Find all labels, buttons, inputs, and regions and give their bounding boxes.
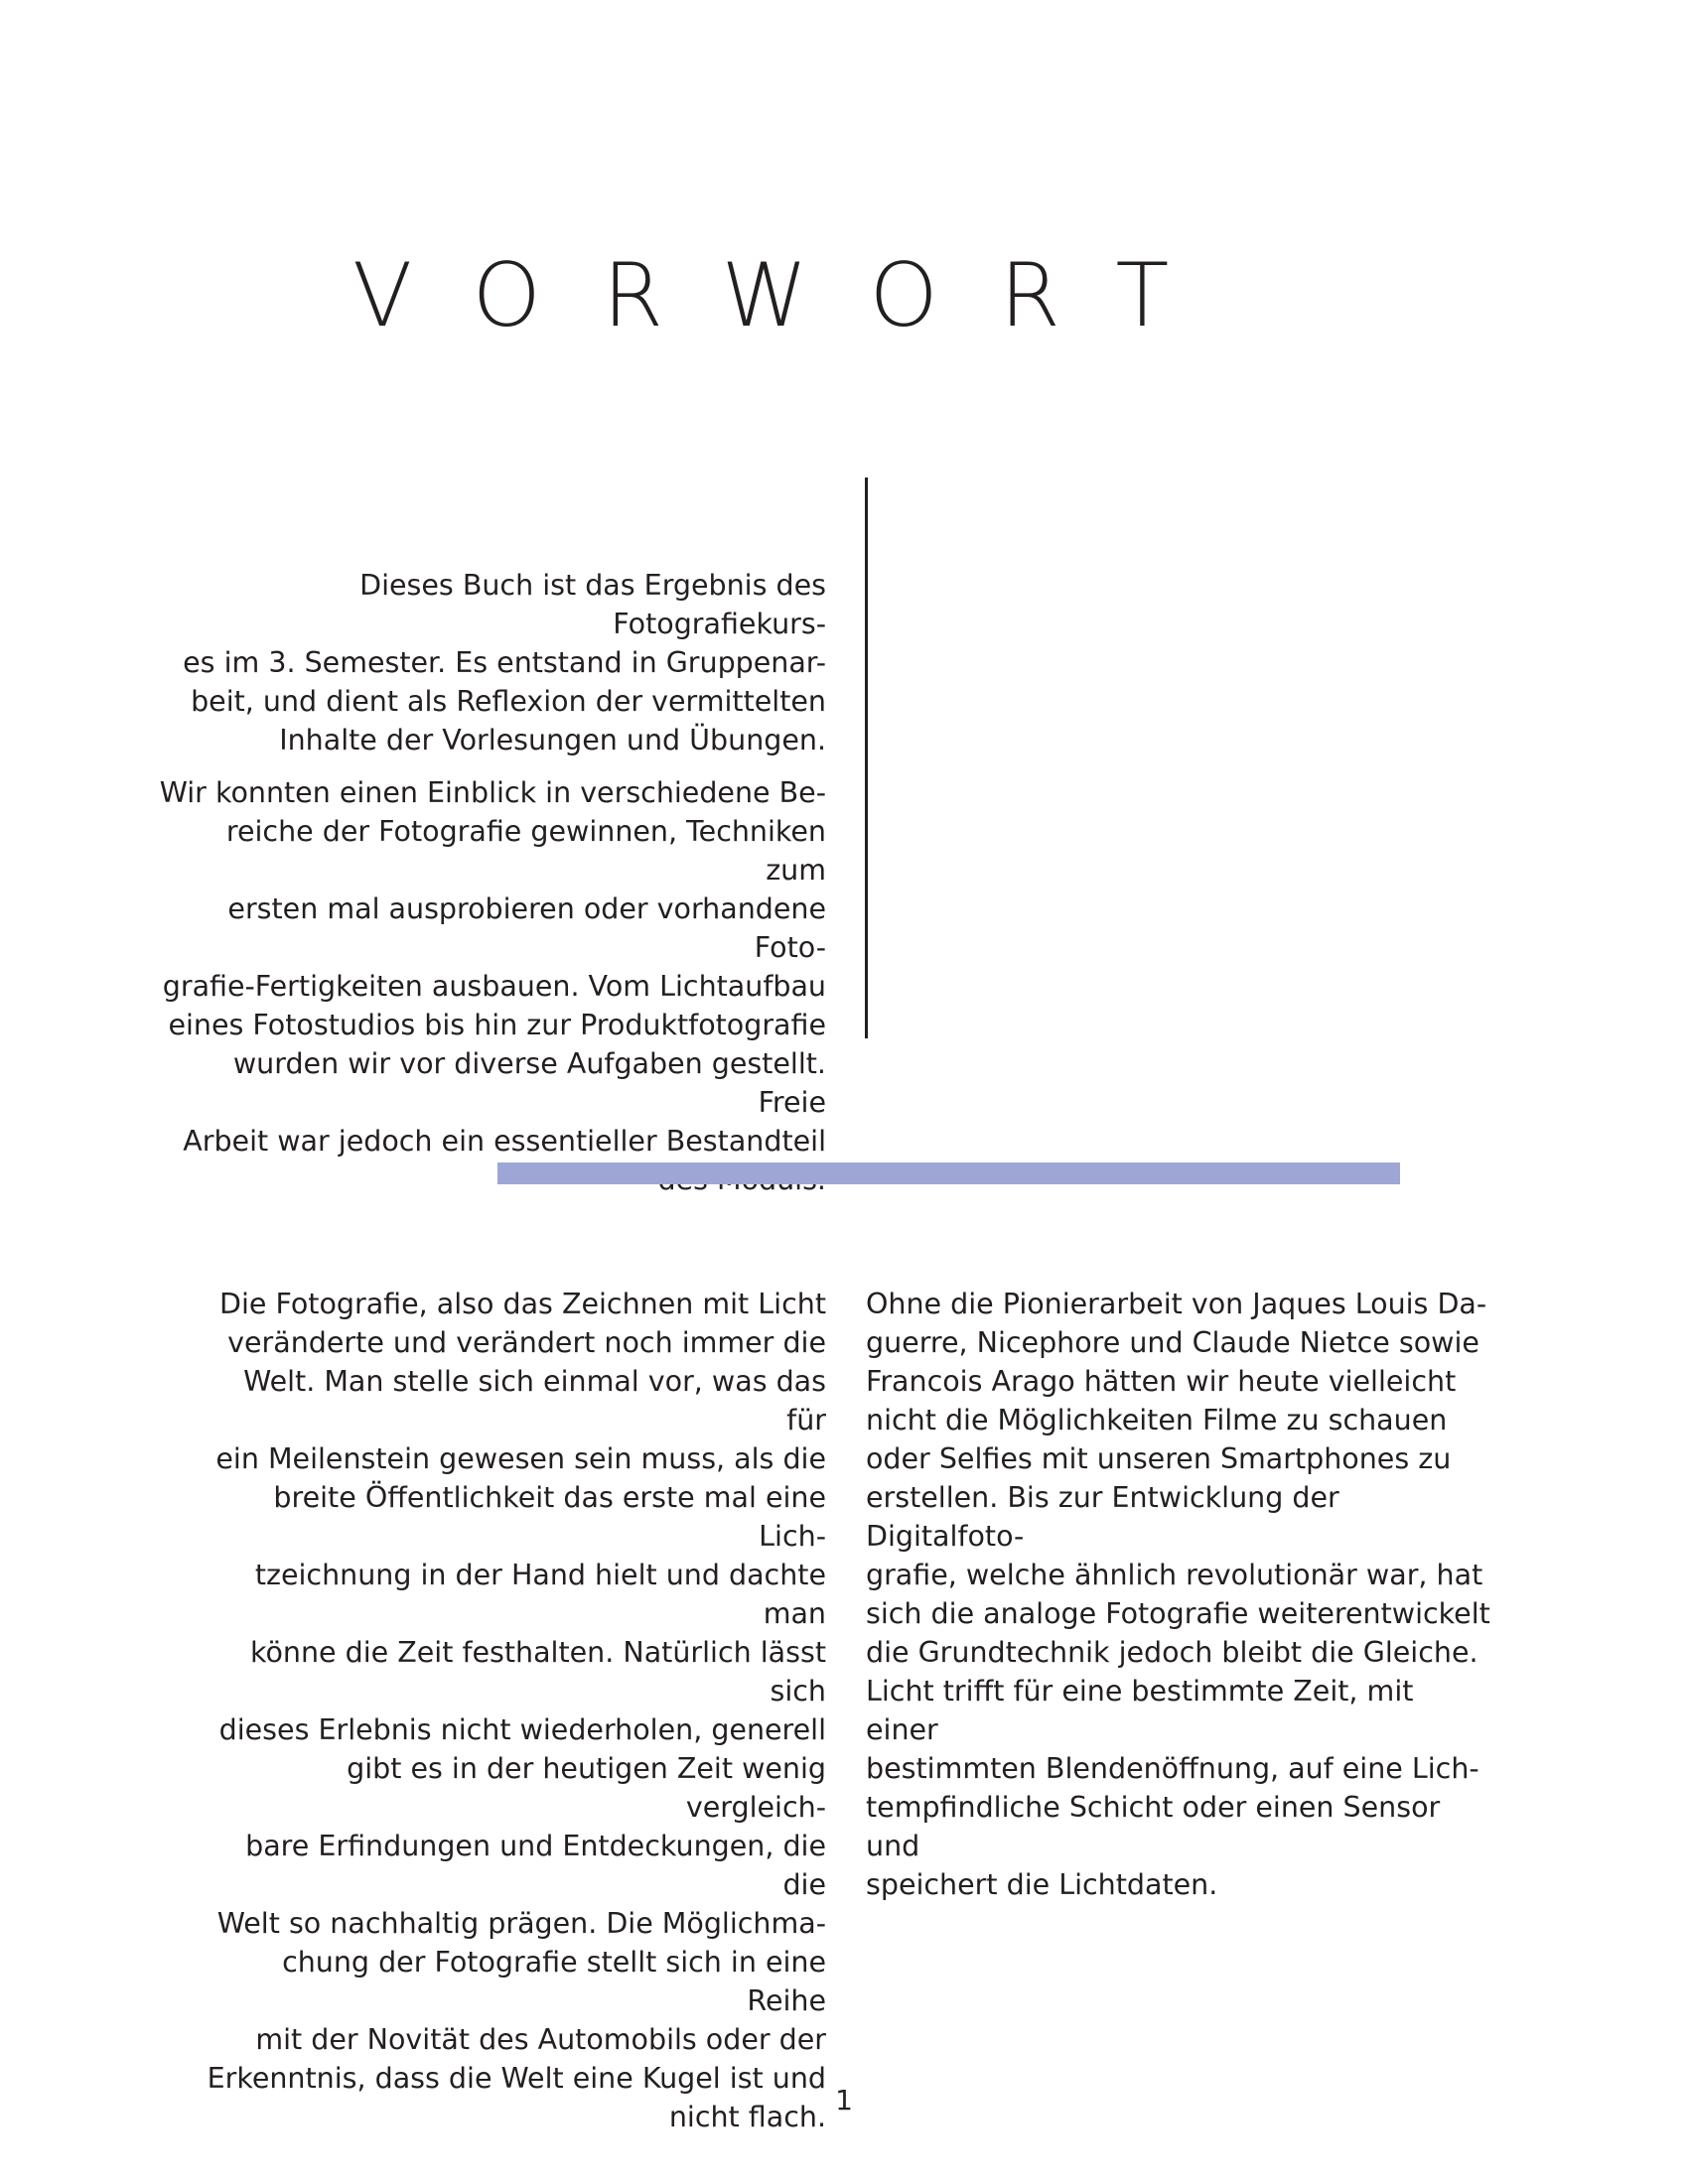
body-paragraph-right: Ohne die Pionierarbeit von Jaques Louis Da- guerre, Nicephore und Claude Nietce sowie Francois Arago hätten wir heute vielleicht nicht die Möglichkeiten Filme zu schauen oder Selfies mit unseren Smartphones zu erstellen. Bis zur Entwicklung der Digitalfoto- grafie, welche ähnlich revolutionär war, hat sich die analoge Fotografie weiterentwickelt die Grundtechnik jedoch bleibt die Gleiche. Licht trifft für eine bestimmte Zeit, mit einer bestimmten Blendenöffnung, auf eine Lich- tempfindliche Schicht oder einen Sensor und speichert die Lichtdaten. xyxy=(866,1288,1490,1901)
intro-paragraph-1: Dieses Buch ist das Ergebnis des Fotografiekurs- es im 3. Semester. Es entstand in Gruppenar- beit, und dient als Reflexion der vermittelten Inhalte der Vorlesungen und Übungen. xyxy=(183,569,826,756)
intro-block xyxy=(159,566,826,1213)
accent-bar xyxy=(497,1162,1400,1184)
intro-paragraph-2: Wir konnten einen Einblick in verschiedene Be- reiche der Fotografie gewinnen, Techniken zum ersten mal ausprobieren oder vorhandene Foto- grafie-Fertigkeiten ausbauen. Vom Lichtaufbau eines Fotostudios bis hin zur Produktfotografie wurden wir vor diverse Aufgaben gestellt. Freie Arbeit war jedoch ein essentieller Bestandteil xyxy=(159,776,826,1158)
body-paragraph-left: Die Fotografie, also das Zeichnen mit Licht veränderte und verändert noch immer die Welt. Man stelle sich einmal vor, was das für ein Meilenstein gewesen sein muss, als die breite Öffentlichkeit das erste mal eine Lich- tzeichnung in der Hand hielt und dachte man könne die Zeit festhalten. Natürlich lässt sich dieses Erlebnis nicht wiederholen, generell gibt es in der heutigen Zeit wenig vergleich- bare Erfindungen und Entdeckungen, die die Welt so nachhaltig prägen. Die Möglichma- chung der Fotografie stellt sich in eine Reihe mit der Novität des Automobils oder der Erkenntnis, dass die Welt eine Kugel ist und nicht flach. xyxy=(207,1288,826,2133)
page-number: 1 xyxy=(835,2084,853,2116)
body-column-left xyxy=(199,1285,826,2136)
vertical-rule xyxy=(865,478,868,1038)
body-column-right xyxy=(866,1285,1493,1904)
page-title: VORWORT xyxy=(352,244,1231,346)
